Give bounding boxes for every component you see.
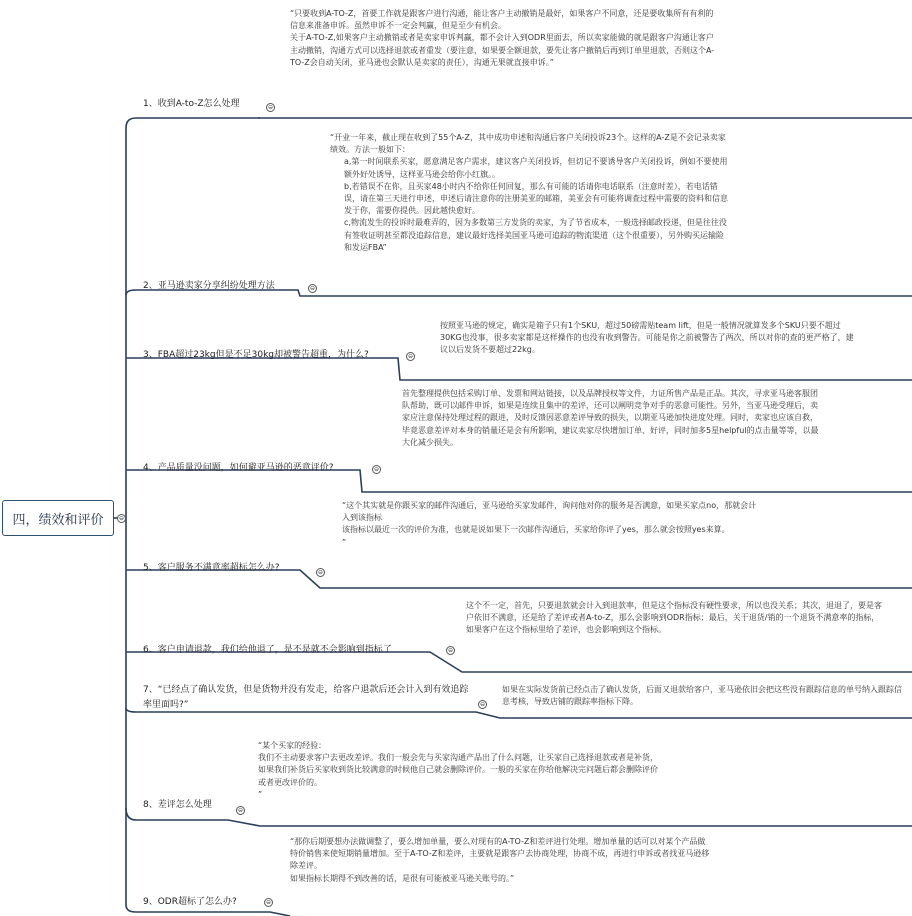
answer-2	[330, 132, 730, 254]
answer-8	[258, 740, 658, 801]
root-label: 四，绩效和评价	[12, 512, 104, 528]
answer-5-p3: ”	[342, 537, 347, 547]
answer-5	[342, 500, 757, 549]
answer-3	[440, 320, 860, 357]
answer-8-p3: ”	[258, 789, 263, 799]
answer-3-p1: 按照亚马逊的规定，确实是箱子只有1个SKU，超过50磅需贴team lift，但是一般情况就算发多个SKU只要不超过30KG也没事，很多卖家都是这样操作的也没有收到警告。可能是你之前被警告了两次，所以对你的查的更严格了，建议以后发货不要超过22kg。	[440, 321, 854, 355]
root-node[interactable]	[2, 500, 114, 536]
question-9[interactable]: 9、ODR超标了怎么办?	[143, 897, 237, 907]
answer-9-p1: “那你后期要想办法做调整了，要么增加单量，要么对现有的A-TO-Z和差评进行处理。增加单量的话可以对某个产品做特价销售来使短期销量增加。至于A-TO-Z和差评，主要就是跟客户去协商处理，协商不成，再进行申诉或者找亚马逊移除差评。	[290, 837, 710, 871]
answer-5-p1: “这个其实就是你跟买家的邮件沟通后，亚马逊给买家发邮件，询问他对你的服务是否满意，如果买家点no，那就会计入到该指标	[342, 501, 757, 523]
answer-1-p1: “只要收到A-TO-Z，首要工作就是跟客户进行沟通，能让客户主动撤销是最好，如果客户不同意，还是要收集所有有利的信息来准备申诉。虽然申诉不一定会判赢，但是至少有机会。	[290, 9, 714, 31]
answer-9-p2: 如果指标长期得不到改善的话，是很有可能被亚马逊关账号的。”	[290, 873, 515, 883]
question-5[interactable]: 5、客户服务不满意率超标怎么办?	[143, 563, 280, 573]
collapse-icon-7[interactable]: ⊖	[479, 701, 486, 708]
collapse-icon-8[interactable]: ⊖	[237, 807, 244, 814]
answer-8-p1: “某个买家的经验：	[258, 741, 327, 750]
answer-6	[466, 600, 886, 637]
root-collapse-icon[interactable]: ⊖	[118, 515, 125, 522]
collapse-icon-5[interactable]: ⊖	[317, 569, 324, 576]
question-6[interactable]: 6、客户申请退款，我们给他退了，是不是就不会影响到指标了	[143, 645, 392, 655]
answer-7	[502, 684, 907, 708]
question-2[interactable]: 2、亚马逊卖家分享纠纷处理方法	[143, 281, 275, 291]
question-8[interactable]: 8、差评怎么处理	[143, 800, 212, 810]
answer-7-p1: 如果在实际发货前已经点击了确认发货，后面又退款给客户，亚马逊依旧会把这些没有跟踪信息的单号纳入跟踪信息考核，导致店铺的跟踪率指标下降。	[502, 685, 902, 707]
answer-2-p1: “开业一年来，截止现在收到了55个A-Z，其中成功申述和沟通后客户关闭投诉23个。这样的A-Z是不会记录卖家绩效。方法一般如下：	[330, 133, 726, 155]
question-7[interactable]: 7、“已经点了确认发货，但是货物并没有发走，给客户退款后还会计入到有效追踪率里面吗?”	[143, 685, 469, 710]
answer-2-p4: c,物流发生的投诉时最难弄的，因为多数第三方发货的卖家，为了节省成本，一般选择邮政投递，但是往往没有签收证明甚至都没追踪信息，建议最好选择美国亚马逊可追踪的物流渠道（这个很重要），另外购买运输险和发运FBA”	[344, 218, 727, 252]
answer-1-p2: 关于A-TO-Z,如果客户主动撤销或者是卖家申诉判赢，都不会计入到ODR里面去，所以卖家能做的就是跟客户沟通让客户主动撤销，沟通方式可以选择退款或者重发（要注意，如果要全额退款，要先让客户撤销后再到订单里退款，否则这个A-TO-Z会自动关闭，亚马逊也会默认是卖家的责任），沟通无果就直接申诉。”	[290, 33, 715, 67]
collapse-icon-1[interactable]: ⊖	[267, 104, 274, 111]
collapse-icon-6[interactable]: ⊖	[447, 647, 454, 654]
answer-4	[402, 388, 822, 449]
collapse-icon-9[interactable]: ⊖	[265, 899, 272, 906]
collapse-icon-4[interactable]: ⊖	[373, 466, 380, 473]
answer-2-p3: b,若错误不在你，且买家48小时内不给你任何回复，那么有可能的话请你电话联系（注意时差），若电话错误，请在第三天进行申述，申述后请注意你的注册美亚的邮箱，美亚会有可能将调查过程中需要的资料和信息发于你，需要你提供。因此越快愈好。	[344, 181, 728, 216]
answer-4-p1: 首先整理提供包括采购订单、发票和网站链接，以及品牌授权等文件，力证所售产品是正品。其次，寻求亚马逊客服团队帮助，既可以邮件申诉，如果是连续且集中的差评，还可以阐明竞争对手的恶意可能性。另外，当亚马逊受理后，卖家应注意保持处理过程的跟进，及时反馈因恶意差评导致的损失，以期亚马逊加快进度处理。同时，卖家也应该自救，毕竟恶意差评对本身的销量还是会有所影响，建议卖家尽快增加订单、好评，同时加多5星helpful的点击量等等，以最大化减少损失。	[402, 389, 819, 447]
answer-5-p2: 该指标以最近一次的评价为准，也就是说如果下一次邮件沟通后，买家给你评了yes，那么就会按照yes来算。	[342, 525, 730, 535]
answer-1	[290, 8, 715, 69]
question-1[interactable]: 1、收到A-to-Z怎么处理	[143, 99, 240, 109]
collapse-icon-2[interactable]: ⊖	[309, 285, 316, 292]
answer-2-p2: a,第一时间联系买家，愿意满足客户需求，建议客户关闭投诉，但切记不要诱导客户关闭投诉，例如不要使用额外好处诱导，这样亚马逊会给你小红旗。。	[344, 157, 728, 179]
answer-9	[290, 836, 710, 885]
answer-6-p1: 这个不一定，首先，只要退款就会计入到退款率，但是这个指标没有硬性要求，所以也没关系；其次，退退了，要是客户依旧不满意，还是给了差评或者A-to-Z，那么会影响到ODR指标；最后，关于退货/销的一个退货不满意率的指标，如果客户在这个指标里给了差评，也会影响到这个指标。	[466, 601, 882, 635]
answer-8-p2: 我们不主动要求客户去更改差评。我们一般会先与买家沟通产品出了什么问题，让买家自己选择退款或者是补货，如果我们补货后买家收到货比较满意的时候他自己就会删除评价。一般的买家在你给他解决完问题后都会删除评价或者更改评价的。	[258, 753, 658, 787]
question-4[interactable]: 4、产品质量没问题，如何避亚马逊的恶意评价?	[143, 463, 334, 473]
question-3[interactable]: 3、FBA超过23kg但是不足30kg却被警告超重，为什么?	[143, 350, 369, 360]
collapse-icon-3[interactable]: ⊖	[407, 353, 414, 360]
